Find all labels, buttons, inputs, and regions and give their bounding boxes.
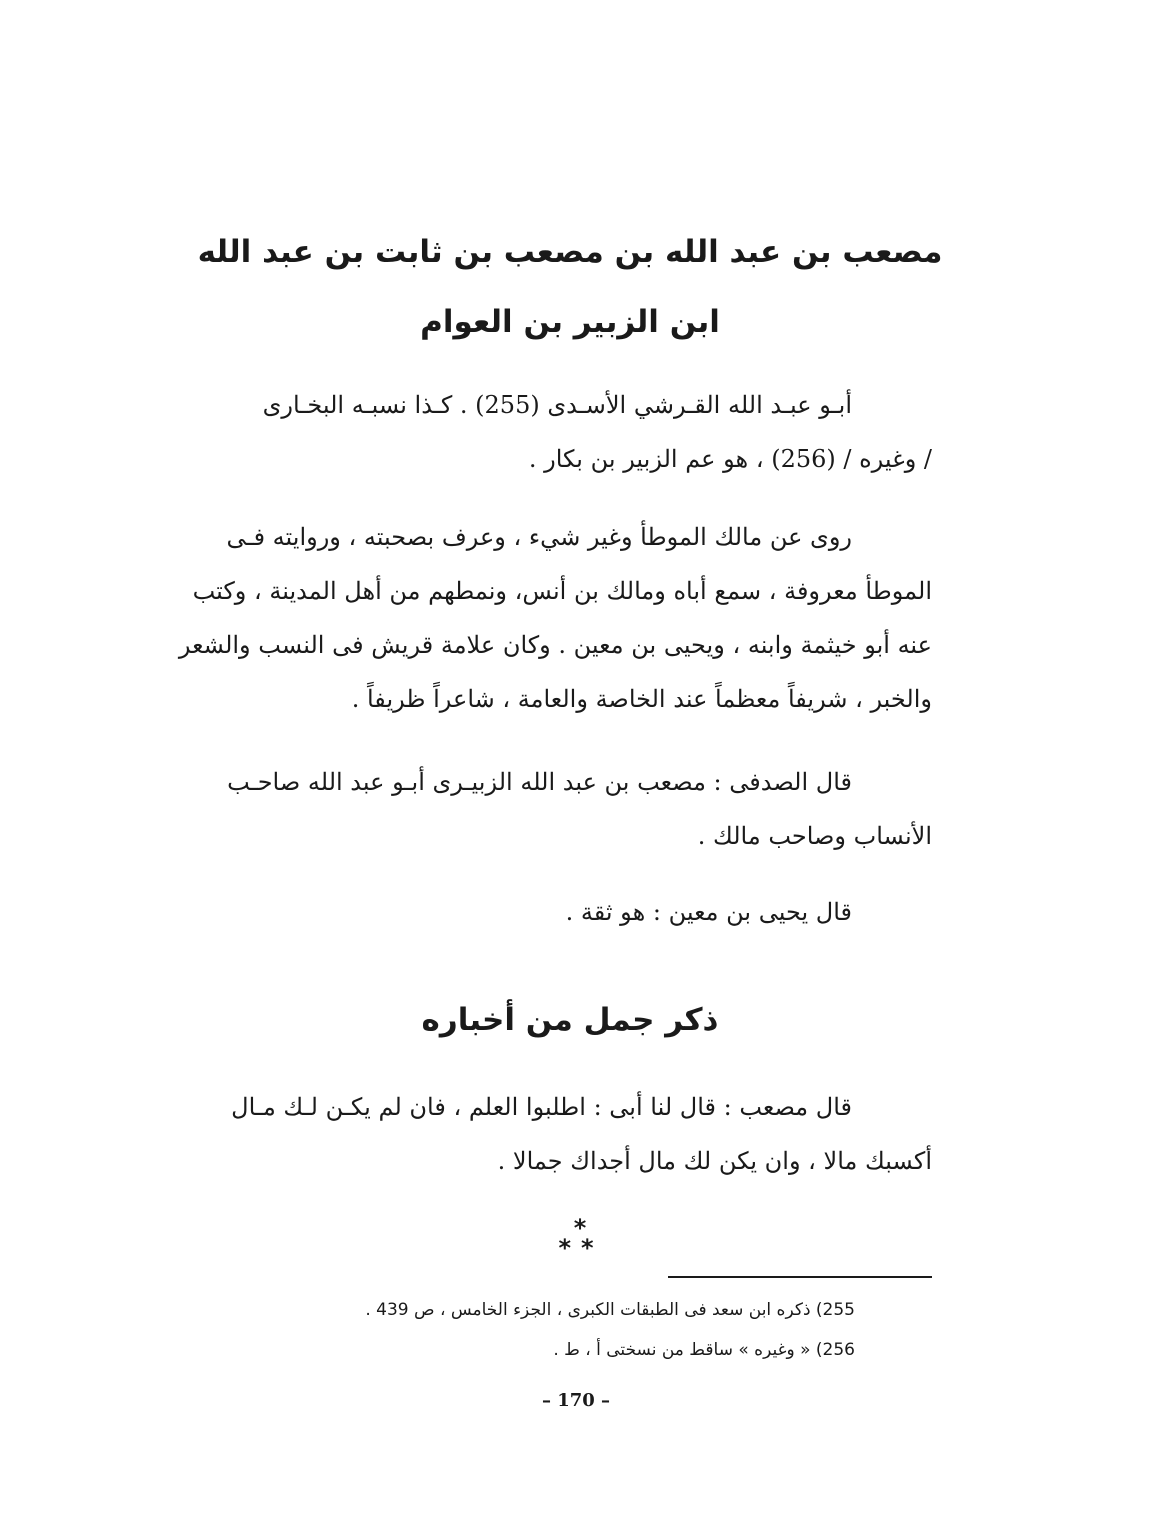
paragraph-lineage bbox=[190, 378, 932, 486]
text-line: الأنساب وصاحب مالك . bbox=[697, 822, 932, 850]
text-line: عنه أبو خيثمة وابنه ، ويحيى بن معين . وكان علامة قريش فى النسب والشعر bbox=[178, 631, 932, 659]
footnotes bbox=[190, 1290, 855, 1370]
text-line: والخبر ، شريفاً معظماً عند الخاصة والعامة ، شاعراً ظريفاً . bbox=[351, 685, 932, 713]
biography-title-line-1: مصعب بن عبد الله بن مصعب بن ثابت بن عبد الله bbox=[197, 234, 943, 270]
text-line: / وغيره / (256) ، هو عم الزبير بن بكار . bbox=[528, 445, 932, 473]
biography-title-line-2: ابن الزبير بن العوام bbox=[420, 304, 720, 340]
text-line: أبـو عبـد الله القـرشي الأسـدى (255) . كـذا نسبـه البخـارى bbox=[262, 391, 852, 419]
asterism-bottom: ** bbox=[558, 1234, 604, 1262]
paragraph-musab-saying bbox=[190, 1080, 932, 1188]
footnote-256: 256) « وغيره » ساقط من نسختى أ ، ط . bbox=[553, 1340, 855, 1360]
asterism-separator bbox=[0, 1214, 1152, 1262]
footnote-255: 255) ذكره ابن سعد فى الطبقات الكبرى ، الجزء الخامس ، ص 439 . bbox=[365, 1300, 855, 1320]
text-line: قال مصعب : قال لنا أبى : اطلبوا العلم ، فان لم يكـن لـك مـال bbox=[231, 1093, 852, 1121]
paragraph-ibn-maeen-quote bbox=[190, 885, 932, 939]
text-line: الموطأ معروفة ، سمع أباه ومالك بن أنس، ونمطهم من أهل المدينة ، وكتب bbox=[192, 577, 932, 605]
paragraph-sadafi-quote bbox=[190, 755, 932, 863]
text-line: روى عن مالك الموطأ وغير شيء ، وعرف بصحبته ، وروايته فـى bbox=[226, 523, 852, 551]
section-heading: ذكر جمل من أخباره bbox=[421, 1002, 719, 1038]
text-line: قال يحيى بن معين : هو ثقة . bbox=[565, 898, 852, 926]
asterism-top: * bbox=[573, 1214, 587, 1242]
footnote-rule bbox=[668, 1276, 932, 1278]
text-line: أكسبك مالا ، وان يكن لك مال أجداك جمالا . bbox=[497, 1147, 932, 1175]
text-line: قال الصدفى : مصعب بن عبد الله الزبيـرى أبـو عبد الله صاحـب bbox=[227, 768, 852, 796]
paragraph-narration bbox=[178, 510, 932, 726]
page-number: – 170 – bbox=[541, 1390, 611, 1411]
